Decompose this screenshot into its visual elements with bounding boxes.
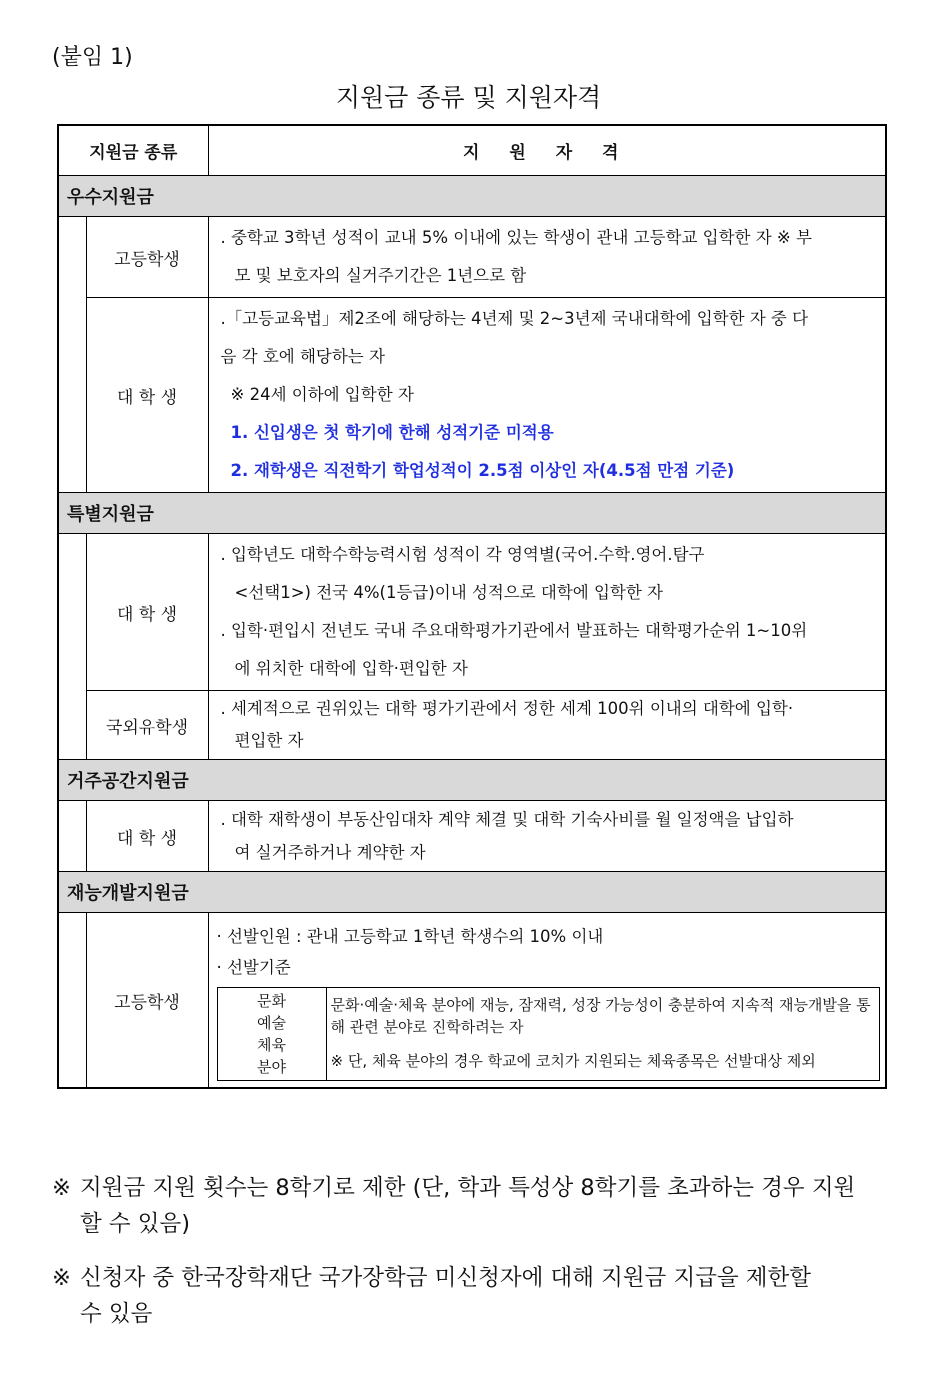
table-row: [58, 691, 886, 760]
support-eligibility-table: [57, 124, 887, 1089]
section-row-housing: [58, 760, 886, 801]
eligibility-line: 에 위치한 대학에 입학·편입한 자: [234, 659, 468, 678]
indent-cell: [58, 217, 86, 493]
eligibility-line: .「고등교육법」제2조에 해당하는 4년제 및 2~3년제 국내대학에 입학한 자 중 다: [220, 309, 809, 328]
highlight-item: 1. 신입생은 첫 학기에 한해 성적기준 미적용: [230, 423, 554, 442]
criteria-text-cell: [326, 988, 879, 1081]
eligibility-cell: [208, 801, 886, 872]
criteria-table: [217, 987, 880, 1081]
header-type: 지원금 종류: [58, 125, 208, 176]
category-cell: 고등학생: [86, 217, 208, 298]
eligibility-line: 편입한 자: [234, 731, 304, 750]
section-row-talent: [58, 872, 886, 913]
field-line: 체육: [257, 1036, 286, 1054]
eligibility-cell: [208, 534, 886, 691]
footnote-line: 할 수 있음): [80, 1211, 191, 1237]
eligibility-cell: [208, 913, 886, 1089]
category-cell: 국외유학생: [86, 691, 208, 760]
criteria-exception: ※ 단, 체육 분야의 경우 학교에 코치가 지원되는 체육종목은 선발대상 제외: [330, 1052, 816, 1070]
eligibility-line: . 중학교 3학년 성적이 교내 5% 이내에 있는 학생이 관내 고등학교 입학한 자 ※ 부: [220, 228, 812, 247]
field-cell: [217, 988, 326, 1081]
eligibility-line: . 입학·편입시 전년도 국내 주요대학평가기관에서 발표하는 대학평가순위 1~10위: [220, 621, 808, 640]
criteria-row: [217, 988, 879, 1081]
table-row: [58, 913, 886, 1089]
section-row-excellence: [58, 176, 886, 217]
category-cell: 고등학생: [86, 913, 208, 1089]
footnote-line: 수 있음: [80, 1301, 153, 1327]
category-cell: 대 학 생: [86, 298, 208, 493]
eligibility-line: . 입학년도 대학수학능력시험 성적이 각 영역별(국어.수학.영어.탐구: [220, 545, 705, 564]
eligibility-line: 모 및 보호자의 실거주기간은 1년으로 함: [234, 266, 527, 285]
footnote-2: [52, 1260, 902, 1332]
indent-cell: [58, 913, 86, 1089]
field-line: 예술: [257, 1014, 286, 1032]
eligibility-note: ※ 24세 이하에 입학한 자: [230, 385, 414, 404]
selection-criteria-label: · 선발기준: [216, 958, 291, 977]
section-title: 거주공간지원금: [58, 760, 886, 801]
section-title: 재능개발지원금: [58, 872, 886, 913]
attachment-label: (붙임 1): [52, 45, 133, 70]
eligibility-line: <선택1>) 전국 4%(1등급)이내 성적으로 대학에 입학한 자: [234, 583, 663, 602]
eligibility-line: . 세계적으로 권위있는 대학 평가기관에서 정한 세계 100위 이내의 대학에 입학·: [220, 699, 794, 718]
section-title: 우수지원금: [58, 176, 886, 217]
eligibility-cell: [208, 691, 886, 760]
indent-cell: [58, 801, 86, 872]
section-title: 특별지원금: [58, 493, 886, 534]
section-row-special: [58, 493, 886, 534]
eligibility-line: . 대학 재학생이 부동산임대차 계약 체결 및 대학 기숙사비를 월 일정액을 납입하: [220, 810, 794, 829]
eligibility-cell: [208, 217, 886, 298]
footnote-1: [52, 1170, 902, 1242]
reference-mark: ※: [52, 1265, 71, 1291]
table-row: [58, 298, 886, 493]
eligibility-cell: [208, 298, 886, 493]
table-row: [58, 217, 886, 298]
header-eligibility: 지 원 자 격: [208, 125, 886, 176]
document-title: 지원금 종류 및 지원자격: [335, 83, 602, 112]
highlight-item: 2. 재학생은 직전학기 학업성적이 2.5점 이상인 자(4.5점 만점 기준): [230, 461, 735, 480]
field-line: 분야: [257, 1058, 286, 1076]
table-row: [58, 801, 886, 872]
eligibility-line: 여 실거주하거나 계약한 자: [234, 843, 426, 862]
eligibility-line: 음 각 호에 해당하는 자: [220, 347, 385, 366]
field-line: 문화: [257, 992, 286, 1010]
reference-mark: ※: [52, 1175, 71, 1201]
footnote-line: 지원금 지원 횟수는 8학기로 제한 (단, 학과 특성상 8학기를 초과하는 경우 지원: [80, 1175, 856, 1201]
category-cell: 대 학 생: [86, 534, 208, 691]
criteria-text: 문화·예술·체육 분야에 재능, 잠재력, 성장 가능성이 충분하여 지속적 재능개발을 통해 관련 분야로 진학하려는 자: [330, 996, 871, 1036]
table-row: [58, 534, 886, 691]
table-header-row: [58, 125, 886, 176]
indent-cell: [58, 534, 86, 760]
category-cell: 대 학 생: [86, 801, 208, 872]
selection-quota: · 선발인원 : 관내 고등학교 1학년 학생수의 10% 이내: [216, 927, 604, 946]
footnote-line: 신청자 중 한국장학재단 국가장학금 미신청자에 대해 지원금 지급을 제한할: [80, 1265, 812, 1291]
